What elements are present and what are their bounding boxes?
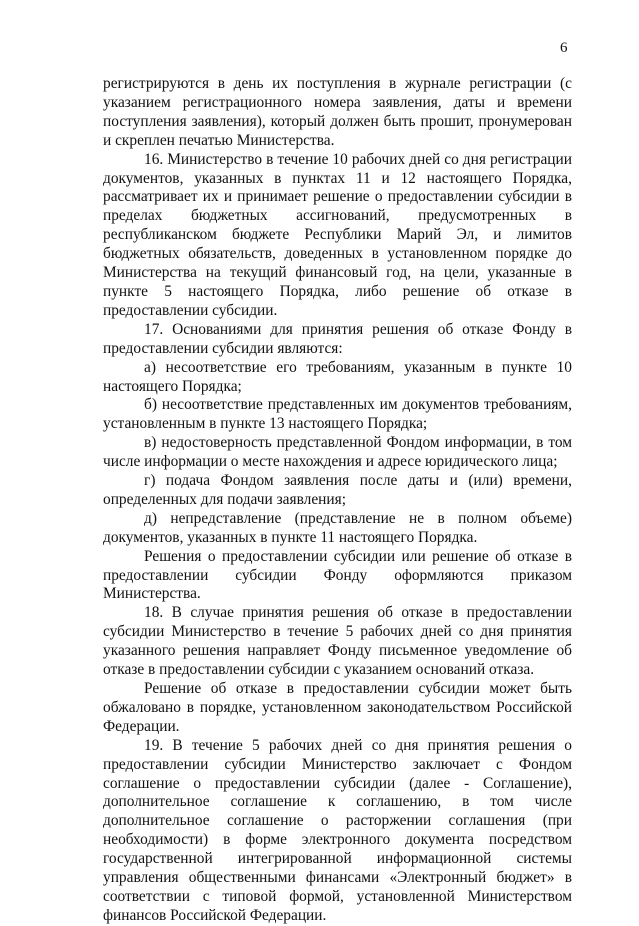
page-number: 6 — [560, 40, 568, 56]
paragraph: 16. Министерство в течение 10 рабочих дней со дня регистрации документов, указанных в пунктах 11 и 12 настоящего Порядка, рассматривает их и принимает решение о предоставлении субсидии в пределах бюджетных ассигнований, предусмотренных в республиканском бюджете Республики Марий Эл, и лимитов бюджетных обязательств, доведенных в установленном порядке до Министерства на текущий финансовый год, на цели, указанные в пункте 5 настоящего Порядка, либо решение об отказе в предоставлении субсидии. — [103, 150, 572, 319]
paragraph: г) подача Фондом заявления после даты и (или) времени, определенных для подачи заявления; — [103, 472, 572, 508]
paragraph: в) недостоверность представленной Фондом информации, в том числе информации о месте нахождения и адресе юридического лица; — [103, 434, 572, 471]
paragraph: а) несоответствие его требованиям, указанным в пункте 10 настоящего Порядка; — [103, 358, 572, 395]
paragraph: д) непредставление (представление не в полном объеме) документов, указанных в пункте 11 настоящего Порядка. — [103, 509, 572, 546]
paragraph: б) несоответствие представленных им документов требованиям, установленным в пункте 13 настоящего Порядка; — [103, 396, 572, 433]
paragraph: 17. Основаниями для принятия решения об отказе Фонду в предоставлении субсидии являются: — [103, 320, 572, 357]
document-body — [103, 75, 572, 926]
paragraph: Решение об отказе в предоставлении субсидии может быть обжаловано в порядке, установленном законодательством Российской Федерации. — [103, 680, 572, 735]
paragraph: регистрируются в день их поступления в журнале регистрации (с указанием регистрационного номера заявления, даты и времени поступления заявления), который должен быть прошит, пронумерован и скреплен печатью Министерства. — [103, 75, 572, 149]
paragraph: Решения о предоставлении субсидии или решение об отказе в предоставлении субсидии Фонду оформляются приказом Министерства. — [103, 547, 572, 603]
paragraph: 18. В случае принятия решения об отказе в предоставлении субсидии Министерство в течение 5 рабочих дней со дня принятия указанного решения направляет Фонду письменное уведомление об отказе в предоставлении субсидии с указанием оснований отказа. — [103, 604, 572, 679]
paragraph: 19. В течение 5 рабочих дней со дня принятия решения о предоставлении субсидии Министерство заключает с Фондом соглашение о предоставлении субсидии (далее - Соглашение), дополнительное соглашение к соглашению, в том числе дополнительное соглашение о расторжении соглашения (при необходимости) в форме электронного документа посредством государственной интегрированной информационной системы управления общественными финансами «Электронный бюджет» в соответствии с типовой формой, установленной Министерством финансов Российской Федерации. — [103, 736, 572, 924]
